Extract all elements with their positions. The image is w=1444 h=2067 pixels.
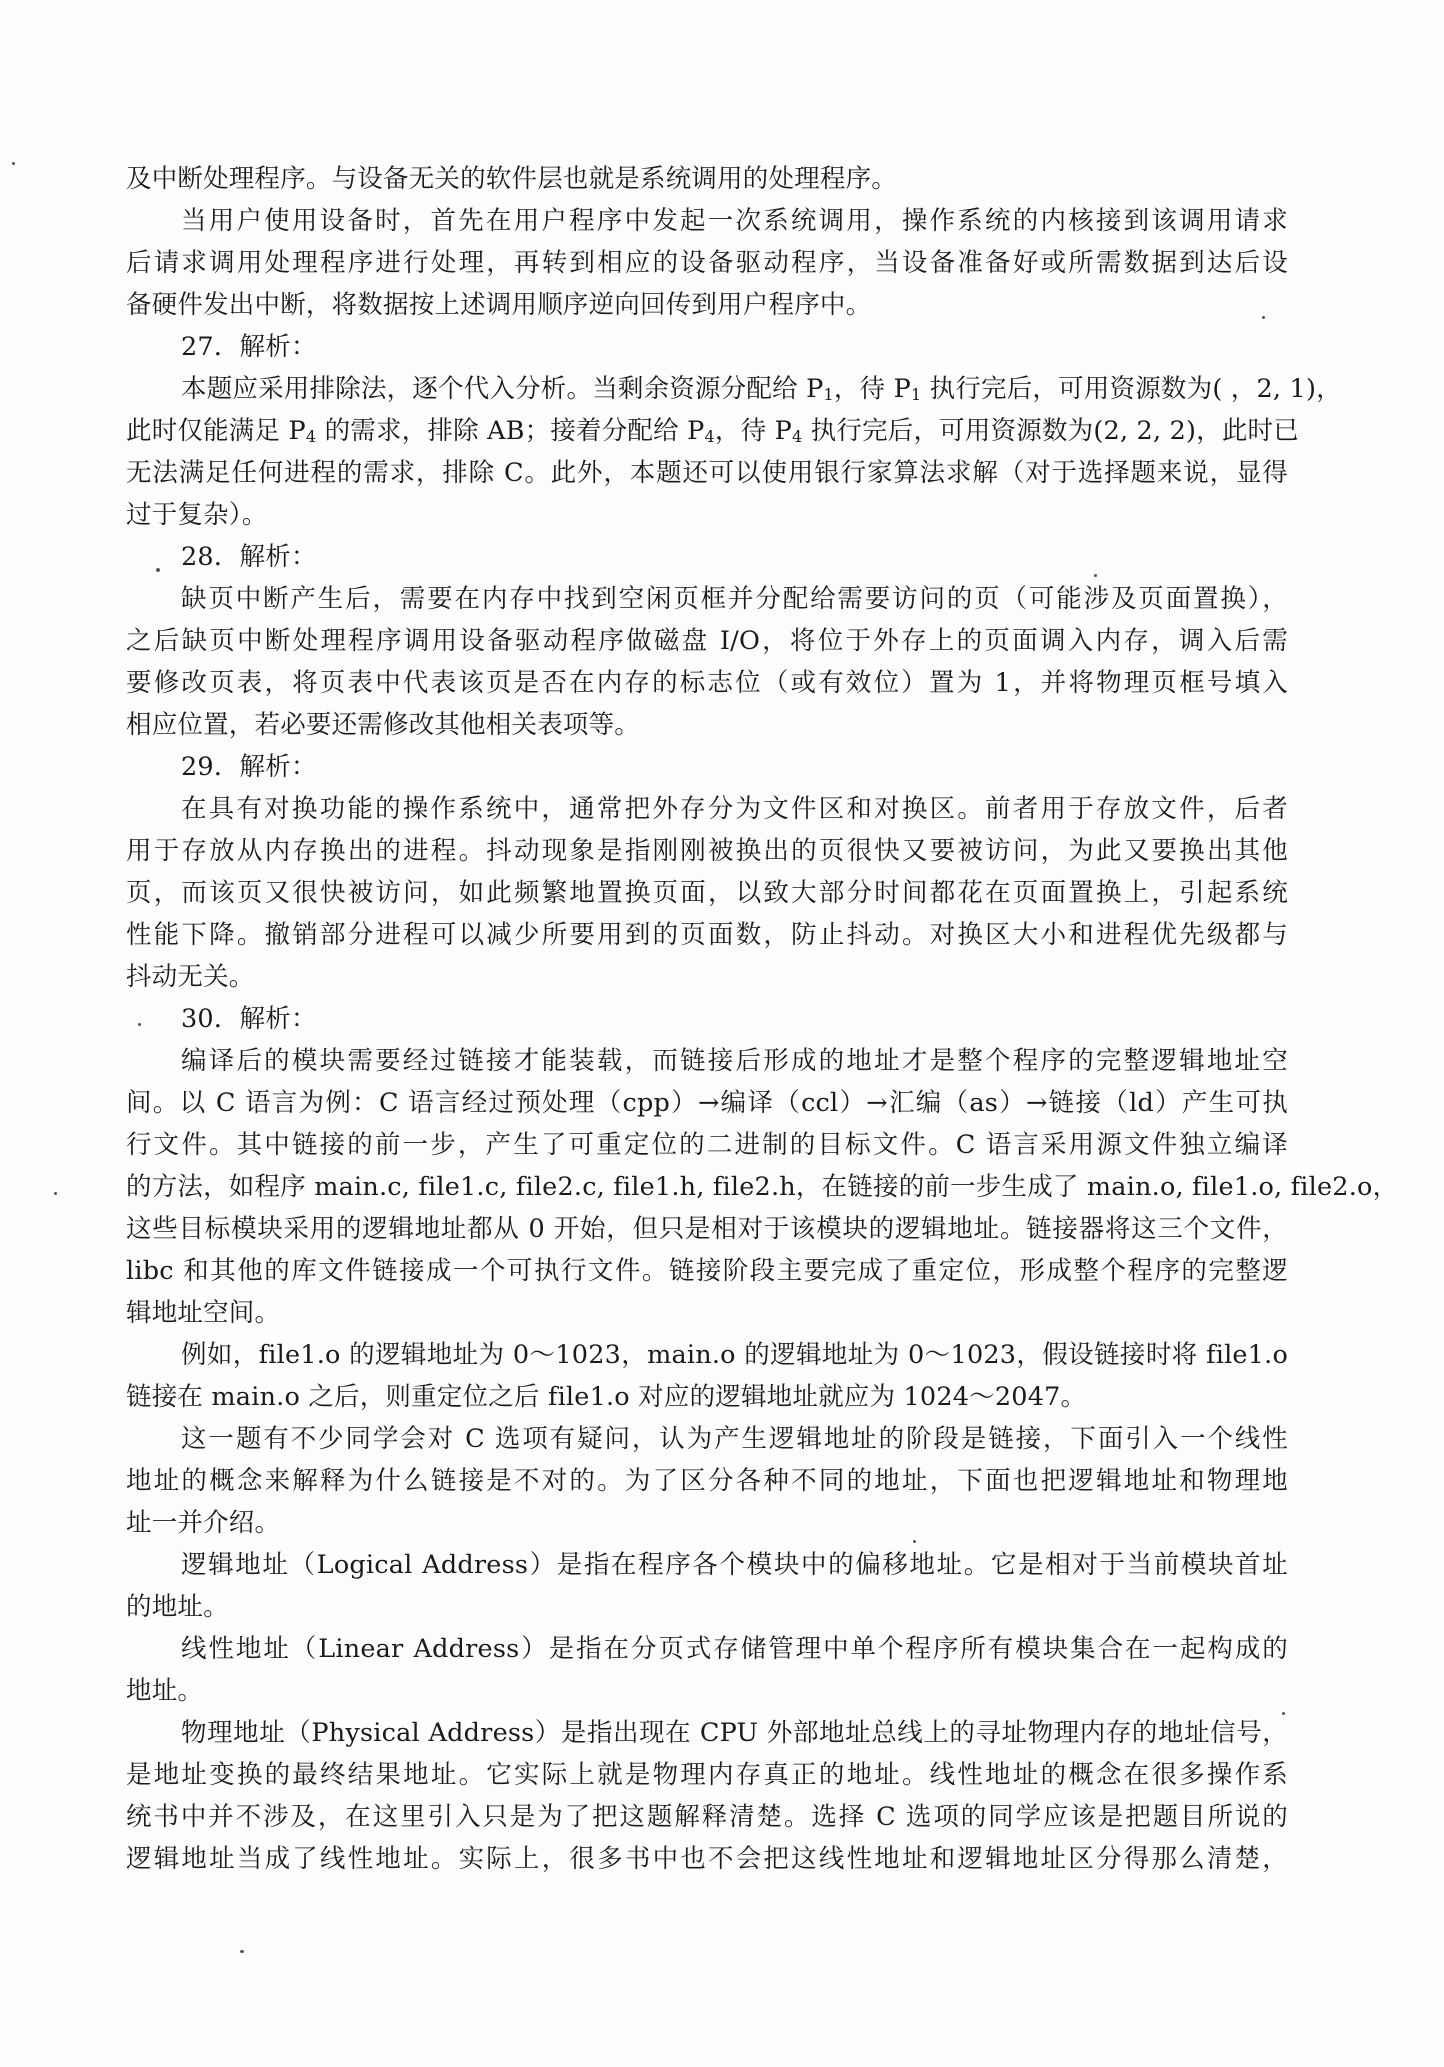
text-line: 址一并介绍。 [126,1508,281,1538]
text-segment: ，待 P [714,416,792,446]
text-line: 当用户使用设备时，首先在用户程序中发起一次系统调用，操作系统的内核接到该调用请求 [181,206,1288,236]
subscript: 4 [704,427,715,446]
text-line: 性能下降。撤销部分进程可以减少所要用到的页面数，防止抖动。对换区大小和进程优先级都与 [126,920,1288,950]
subscript: 4 [305,427,317,446]
text-segment: 本题应采用排除法，逐个代入分析。当剩余资源分配给 P [181,374,824,404]
scan-speck [1262,316,1265,319]
text-line: 用于存放从内存换出的进程。抖动现象是指刚刚被换出的页很快又要被访问，为此又要换出其他 [126,836,1288,866]
text-line: 相应位置，若必要还需修改其他相关表项等。 [126,710,641,740]
text-line: 这些目标模块采用的逻辑地址都从 0 开始，但只是相对于该模块的逻辑地址。链接器将这三个文件， [126,1214,1288,1244]
text-line: 是地址变换的最终结果地址。它实际上就是物理内存真正的地址。线性地址的概念在很多操作系 [126,1760,1288,1790]
text-line: 这一题有不少同学会对 C 选项有疑问，认为产生逻辑地址的阶段是链接，下面引入一个线性 [181,1424,1288,1454]
text-line: 之后缺页中断处理程序调用设备驱动程序做磁盘 I/O，将位于外存上的页面调入内存，调入后需 [126,626,1288,656]
text-line: 抖动无关。 [126,962,255,992]
scan-speck [12,162,15,165]
text-line: 地址的概念来解释为什么链接是不对的。为了区分各种不同的地址，下面也把逻辑地址和物理地 [126,1466,1288,1496]
text-line: 物理地址（Physical Address）是指出现在 CPU 外部地址总线上的寻址物理内存的地址信号， [181,1718,1288,1748]
text-segment: 此时仅能满足 P [126,416,306,446]
section-heading-29: 29．解析： [181,752,317,782]
text-line: 页，而该页又很快被访问，如此频繁地置换页面，以致大部分时间都花在页面置换上，引起系统 [126,878,1288,908]
text-line: 及中断处理程序。与设备无关的软件层也就是系统调用的处理程序。 [126,164,898,194]
text-line: 后请求调用处理程序进行处理，再转到相应的设备驱动程序，当设备准备好或所需数据到达后设 [126,248,1288,278]
text-line: 无法满足任何进程的需求，排除 C。此外，本题还可以使用银行家算法求解（对于选择题来说，显得 [126,458,1288,488]
scan-speck [156,568,160,572]
text-segment: 执行完后，可用资源数为(2, 2, 2)，此时已 [802,416,1299,446]
text-line: 编译后的模块需要经过链接才能装载，而链接后形成的地址才是整个程序的完整逻辑地址空 [181,1046,1288,1076]
scan-speck [913,1540,916,1543]
text-line: libc 和其他的库文件链接成一个可执行文件。链接阶段主要完成了重定位，形成整个程序的完整逻 [126,1256,1288,1286]
text-line: 行文件。其中链接的前一步，产生了可重定位的二进制的目标文件。C 语言采用源文件独立编译 [126,1130,1288,1160]
text-line: 统书中并不涉及，在这里引入只是为了把这题解释清楚。选择 C 选项的同学应该是把题目所说的 [126,1802,1288,1832]
text-segment: 执行完后，可用资源数为( ，2, 1)， [921,374,1342,404]
text-line: 辑地址空间。 [126,1298,281,1328]
subscript: 1 [910,385,922,404]
text-line: 的方法，如程序 main.c, file1.c, file2.c, file1.h, file2.h，在链接的前一步生成了 main.o, file1.o, file2.o， [126,1172,1399,1202]
subscript: 1 [823,385,834,404]
text-line [126,410,1299,452]
text-line: 地址。 [126,1676,204,1706]
text-line: 缺页中断产生后，需要在内存中找到空闲页框并分配给需要访问的页（可能涉及页面置换）， [181,584,1288,614]
text-line: 线性地址（Linear Address）是指在分页式存储管理中单个程序所有模块集合在一起构成的 [181,1634,1288,1664]
text-line: 例如，file1.o 的逻辑地址为 0～1023，main.o 的逻辑地址为 0～1023，假设链接时将 file1.o [181,1340,1288,1370]
text-line: 逻辑地址当成了线性地址。实际上，很多书中也不会把这线性地址和逻辑地址区分得那么清楚， [126,1844,1288,1874]
section-heading-30: 30．解析： [181,1004,317,1034]
text-line: 要修改页表，将页表中代表该页是否在内存的标志位（或有效位）置为 1，并将物理页框号填入 [126,668,1288,698]
text-line: 间。以 C 语言为例：C 语言经过预处理（cpp）→编译（ccl）→汇编（as）→链接（ld）产生可执 [126,1088,1288,1118]
text-line: 链接在 main.o 之后，则重定位之后 file1.o 对应的逻辑地址就应为 1024～2047。 [126,1382,1087,1412]
text-line [126,368,1342,410]
scan-speck [54,1192,57,1195]
text-segment: ，待 P [833,374,911,404]
text-line: 逻辑地址（Logical Address）是指在程序各个模块中的偏移地址。它是相对于当前模块首址 [181,1550,1288,1580]
subscript: 4 [791,427,803,446]
text-line: 的地址。 [126,1592,229,1622]
scan-speck [1282,1712,1285,1715]
text-line: 在具有对换功能的操作系统中，通常把外存分为文件区和对换区。前者用于存放文件，后者 [181,794,1288,824]
section-heading-27: 27．解析： [181,332,317,362]
scan-speck [1094,574,1097,577]
section-heading-28: 28．解析： [181,542,317,572]
text-line: 备硬件发出中断，将数据按上述调用顺序逆向回传到用户程序中。 [126,290,872,320]
text-line: 过于复杂）。 [126,500,268,530]
scan-speck [138,1023,141,1026]
scan-speck [240,1950,244,1953]
text-segment: 的需求，排除 AB；接着分配给 P [316,416,705,446]
